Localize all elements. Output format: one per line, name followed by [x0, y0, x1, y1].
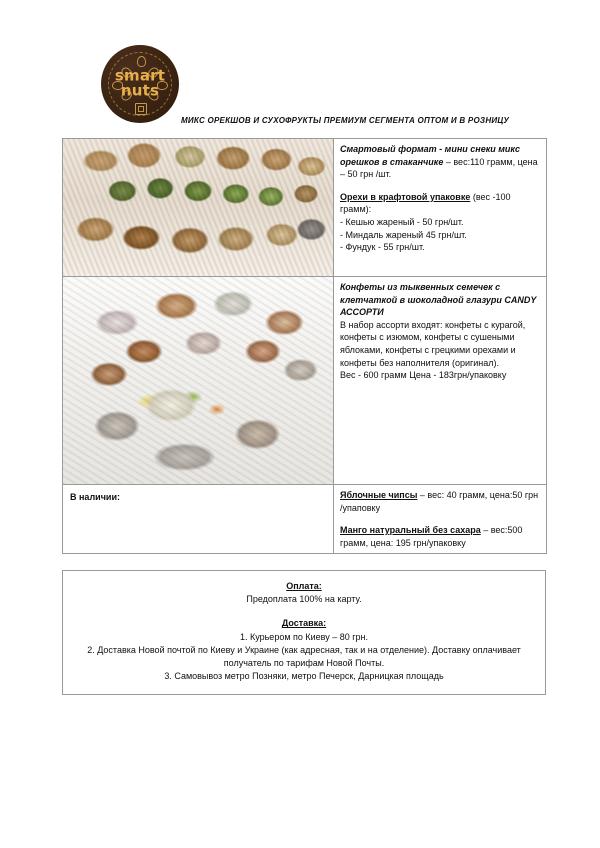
mango-title: Манго натуральный без сахара — [340, 525, 481, 536]
delivery-line: 2. Доставка Новой почтой по Киеву и Украине (как адресная, так и на отделение). Доставку оплачивает получатель по тарифам Новой Почты. — [87, 644, 521, 669]
nut-icon — [137, 56, 146, 67]
mango-price: – вес:500 грамм, цена: 195 грн/упаковку — [340, 525, 523, 548]
list-item: - Миндаль жареный 45 грн/шт. — [340, 229, 467, 240]
product-image-cell-candy — [63, 277, 334, 485]
smart-nuts-logo — [101, 45, 179, 123]
paragraph-gap — [340, 181, 541, 191]
candy-price-line: Вес - 600 грамм Цена - 183грн/упаковку — [340, 370, 507, 381]
kraft-pack-weight: (вес -100 грамм): — [340, 191, 511, 215]
page-title: МИКС ОРЕКШОВ И СУХОФРУКТЫ ПРЕМИУМ СЕГМЕНТА ОПТОМ И В РОЗНИЦУ — [181, 116, 510, 125]
payment-heading: Оплата: — [286, 581, 322, 591]
table-row — [63, 277, 547, 485]
product-table — [62, 138, 547, 554]
kraft-pack-description — [340, 191, 541, 216]
in-stock-description-cell — [334, 485, 547, 554]
product-photo-nuts — [63, 139, 333, 276]
paragraph-gap — [340, 514, 541, 524]
in-stock-cell — [63, 485, 334, 554]
product-description-cell-nuts — [334, 139, 547, 277]
section-gap — [71, 606, 537, 617]
kraft-pack-title: Орехи в крафтовой упаковке — [340, 191, 471, 202]
apple-chips-description — [340, 489, 541, 514]
logo-emblem-icon — [135, 103, 147, 115]
list-item: - Фундук - 55 грн/шт. — [340, 242, 425, 253]
apple-chips-price: – вес: 40 грамм, цена:50 грн /упаповку — [340, 490, 539, 513]
candy-title: Конфеты из тыквенных семечек с клетчаткой в шоколадной глазури CANDY АССОРТИ — [340, 282, 537, 318]
list-item: - Кешью жареный - 50 грн/шт. — [340, 216, 464, 227]
logo-line-1: smart — [114, 66, 166, 85]
candy-body: В набор ассорти входят: конфеты с курагой, конфеты с изюмом, конфеты с сушеными яблоками, конфеты с грецкими орехами и конфеты без наполнителя (оригинал). — [340, 319, 526, 368]
table-row — [63, 139, 547, 277]
product-image-cell-nuts — [63, 139, 334, 277]
product-photo-candy — [63, 277, 333, 484]
delivery-line: 3. Самовывоз метро Позняки, метро Печерск, Дарницкая площадь — [164, 671, 444, 682]
photo-content — [63, 277, 333, 484]
table-row — [63, 485, 547, 554]
logo-wordmark — [101, 68, 179, 98]
delivery-heading: Доставка: — [281, 618, 327, 629]
photo-content — [63, 139, 333, 276]
nuts-cup-description — [340, 143, 541, 181]
payment-delivery-box — [62, 570, 546, 695]
logo-line-2: nuts — [120, 81, 160, 100]
delivery-line: 1. Курьером по Киеву – 80 грн. — [239, 631, 369, 642]
nuts-cup-title: Смартовый формат - мини снеки микс орешков в стаканчике — [340, 144, 520, 167]
mango-description — [340, 524, 541, 549]
apple-chips-title: Яблочные чипсы — [340, 490, 418, 500]
document-header — [0, 0, 600, 135]
nuts-cup-price: – вес:110 грамм, цена – 50 грн /шт. — [340, 156, 538, 180]
payment-line: Предоплата 100% на карту. — [246, 594, 362, 605]
in-stock-label: В наличии: — [70, 492, 120, 502]
product-description-cell-candy — [334, 277, 547, 485]
